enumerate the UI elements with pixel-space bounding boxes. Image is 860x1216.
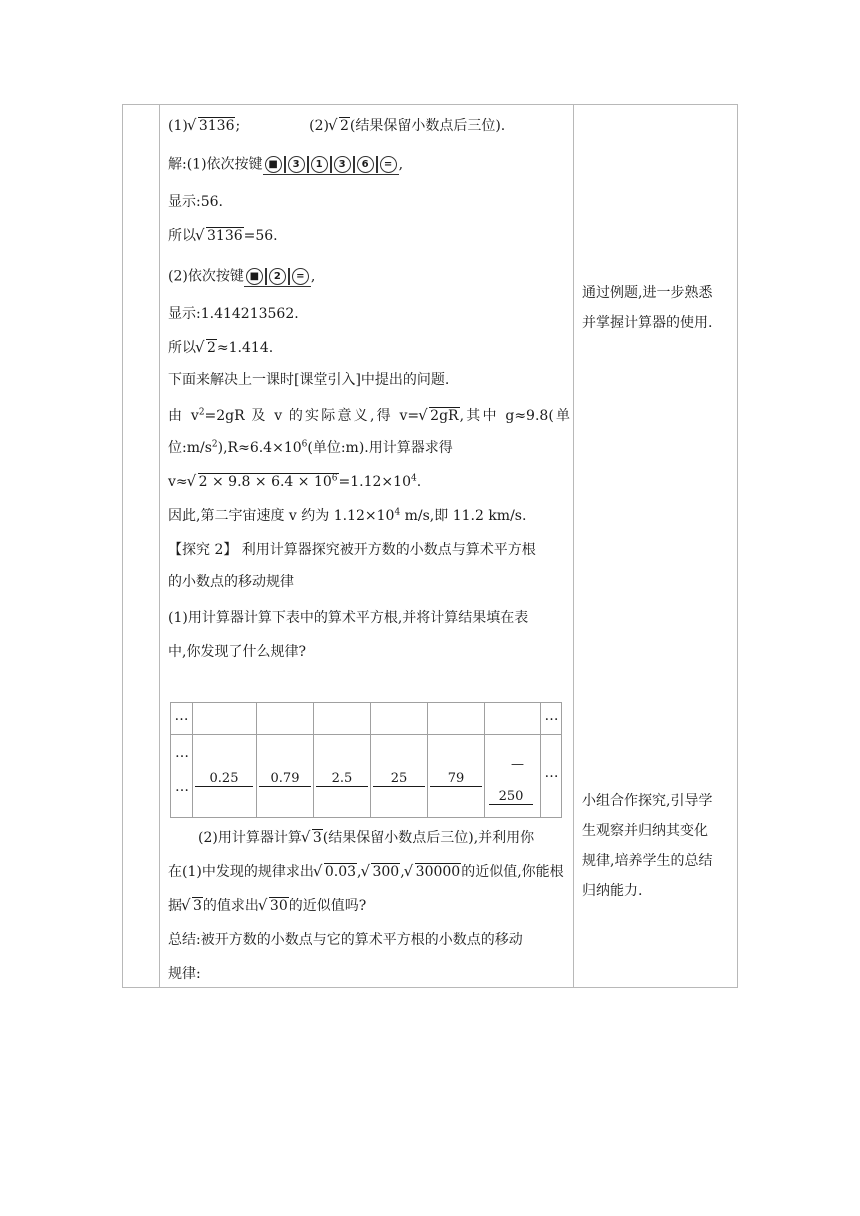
text-line: 下面来解决上一课时[课堂引入]中提出的问题. bbox=[168, 372, 450, 388]
note-line: 通过例题,进一步熟悉 bbox=[582, 285, 713, 301]
text: ; bbox=[235, 118, 241, 134]
text: (2)依次按键 bbox=[168, 268, 244, 285]
radical: √ 3136 bbox=[189, 116, 236, 136]
text: =2gR 及 v 的实际意义,得 v= bbox=[204, 408, 420, 424]
table-cell: … bbox=[171, 703, 193, 735]
table-cell bbox=[314, 735, 371, 817]
dash: — bbox=[511, 757, 524, 772]
superscript: 2 bbox=[198, 407, 205, 418]
table-value: 0.25 bbox=[195, 771, 253, 787]
text: v≈ bbox=[168, 474, 188, 490]
radical: √ 2 bbox=[197, 338, 217, 358]
text-line bbox=[168, 472, 421, 492]
text: 利用计算器探究被开方数的小数点与算术平方根 bbox=[237, 542, 536, 558]
text: (单位:m).用计算器求得 bbox=[307, 440, 453, 456]
key-icon: 6 bbox=[357, 156, 374, 173]
text: 所以 bbox=[168, 340, 196, 356]
text: 的值求出 bbox=[202, 898, 259, 914]
table-cell bbox=[314, 703, 371, 735]
radical: √ 2 bbox=[330, 116, 350, 136]
table-cell: … bbox=[541, 703, 562, 735]
key-icon: 3 bbox=[288, 156, 305, 173]
ellipsis: … bbox=[544, 765, 559, 781]
radical: √ 0.03 bbox=[315, 862, 357, 882]
display-line: 显示:56. bbox=[168, 194, 223, 210]
table-cell bbox=[371, 703, 428, 735]
text: 【探究 2】 bbox=[168, 542, 238, 558]
key-sequence-2 bbox=[244, 266, 311, 287]
text: 在(1)中发现的规律求出 bbox=[168, 864, 314, 880]
column-divider bbox=[573, 105, 574, 987]
sqrt-table bbox=[170, 702, 562, 818]
text: ),R≈6.4×10 bbox=[217, 440, 302, 456]
equals-key-icon: = bbox=[380, 156, 397, 173]
solution-line bbox=[168, 266, 315, 287]
text-line bbox=[168, 896, 366, 916]
equals-key-icon: = bbox=[292, 268, 309, 285]
superscript: 2 bbox=[211, 439, 218, 450]
table-cell bbox=[485, 735, 541, 817]
radical: √ 3136 bbox=[197, 226, 244, 246]
radical: √ 3 bbox=[183, 896, 203, 916]
radical: √ 30000 bbox=[406, 862, 462, 882]
table-value: 0.79 bbox=[259, 771, 311, 787]
table-cell bbox=[257, 703, 314, 735]
text-line: 规律: bbox=[168, 966, 201, 982]
superscript: 4 bbox=[394, 507, 401, 518]
table-cell bbox=[193, 735, 257, 817]
text-line: 在(1)中发现的规律求出√ 0.03,√ 300,√ 30000的近似值,你能根 bbox=[168, 862, 564, 882]
text: , bbox=[398, 156, 404, 173]
text: (2)用计算器计算 bbox=[198, 830, 302, 846]
text-line bbox=[198, 828, 534, 848]
table-cell bbox=[485, 703, 541, 735]
key-icon: 1 bbox=[311, 156, 328, 173]
key-icon: 2 bbox=[269, 268, 286, 285]
text: 位:m/s bbox=[168, 440, 212, 456]
table-cell bbox=[171, 735, 193, 817]
text: (结果保留小数点后三位). bbox=[349, 118, 506, 134]
problem-line bbox=[168, 116, 505, 136]
sqrt-key-icon: ■ bbox=[265, 156, 282, 173]
text: ,其中 g≈9.8(单 bbox=[459, 408, 571, 424]
text: ≈1.414. bbox=[216, 340, 274, 356]
text: =56. bbox=[243, 228, 278, 244]
note-line: 归纳能力. bbox=[582, 883, 643, 899]
note-line: 并掌握计算器的使用. bbox=[582, 315, 713, 331]
radical: √ $2 \times 9.8 \times 6.4 \times 10^6$ bbox=[189, 472, 339, 492]
teaching-note-1 bbox=[582, 278, 732, 338]
text: 的近似值,你能根 bbox=[461, 864, 564, 880]
solution-line bbox=[168, 154, 403, 175]
text: 所以 bbox=[168, 228, 196, 244]
result-line bbox=[168, 338, 273, 358]
text: , bbox=[310, 268, 316, 285]
table-cell bbox=[371, 735, 428, 817]
text-line bbox=[168, 438, 453, 458]
key-icon: 3 bbox=[334, 156, 351, 173]
text-line bbox=[168, 406, 570, 426]
text-line: 中,你发现了什么规律? bbox=[168, 644, 306, 660]
text-line: 总结:被开方数的小数点与它的算术平方根的小数点的移动 bbox=[168, 932, 523, 948]
table-value: 2.5 bbox=[316, 771, 368, 787]
table-cell bbox=[428, 703, 485, 735]
table-value: 250 bbox=[489, 789, 533, 805]
text: (结果保留小数点后三位),并利用你 bbox=[322, 830, 535, 846]
text: 由 v bbox=[168, 408, 199, 424]
display-line: 显示:1.414213562. bbox=[168, 306, 299, 322]
table-cell bbox=[541, 735, 562, 817]
note-line: 生观察并归纳其变化 bbox=[582, 823, 708, 839]
text: 的近似值吗? bbox=[288, 898, 367, 914]
radical: √ 300 bbox=[362, 862, 400, 882]
radical: √ 2gR bbox=[420, 406, 459, 426]
note-line: 小组合作探究,引导学 bbox=[582, 793, 713, 809]
key-sequence-1 bbox=[263, 154, 399, 175]
sqrt-key-icon: ■ bbox=[246, 268, 263, 285]
text: 据 bbox=[168, 898, 182, 914]
teaching-note-2 bbox=[582, 786, 732, 906]
text: . bbox=[416, 474, 422, 490]
text-line: (1)用计算器计算下表中的算术平方根,并将计算结果填在表 bbox=[168, 610, 529, 626]
result-line bbox=[168, 226, 278, 246]
table-cell bbox=[428, 735, 485, 817]
radical: √ 3 bbox=[303, 828, 323, 848]
text: 解:(1)依次按键 bbox=[168, 156, 263, 173]
text: (1) bbox=[168, 118, 188, 134]
text: (2) bbox=[309, 118, 329, 134]
text: m/s,即 11.2 km/s. bbox=[400, 508, 527, 524]
superscript: 4 bbox=[410, 473, 417, 484]
text-line bbox=[168, 506, 526, 526]
text: =1.12×10 bbox=[338, 474, 411, 490]
column-divider bbox=[159, 105, 160, 987]
table-cell bbox=[193, 703, 257, 735]
table-cell bbox=[257, 735, 314, 817]
section-heading bbox=[168, 540, 536, 560]
text-line: 的小数点的移动规律 bbox=[168, 574, 294, 590]
text: 因此,第二宇宙速度 v 约为 1.12×10 bbox=[168, 508, 395, 524]
ellipsis: … bbox=[175, 779, 189, 795]
ellipsis: … bbox=[175, 745, 189, 761]
table-value: 79 bbox=[430, 771, 482, 787]
table-value: 25 bbox=[373, 771, 425, 787]
note-line: 规律,培养学生的总结 bbox=[582, 853, 713, 869]
superscript: 6 bbox=[301, 439, 308, 450]
radical: √ 30 bbox=[260, 896, 289, 916]
